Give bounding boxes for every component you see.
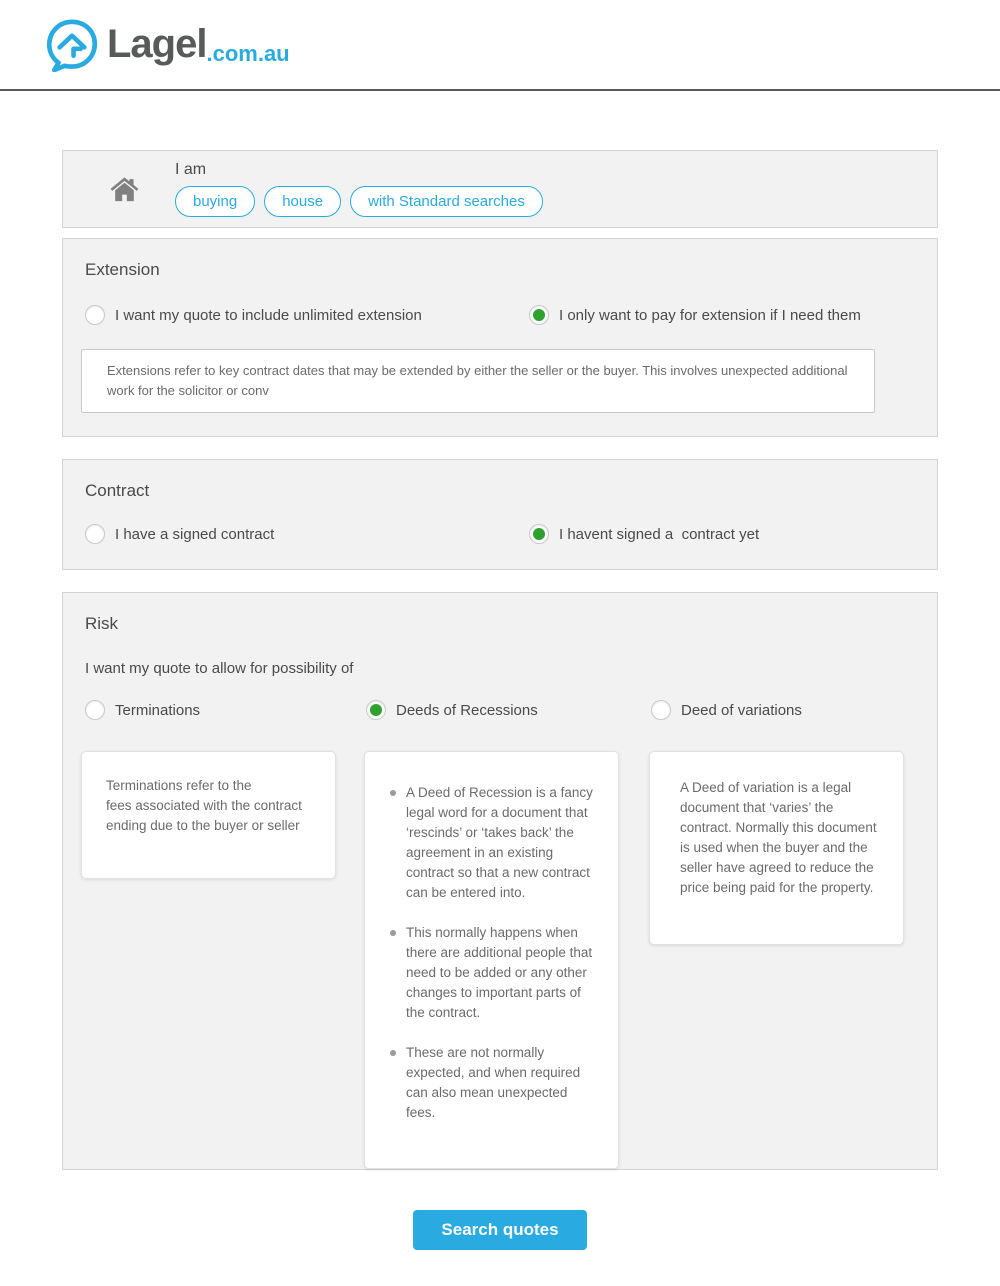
radio-icon (529, 524, 549, 544)
card-text-line: ending due to the buyer or seller (106, 818, 300, 833)
contract-title: Contract (85, 481, 150, 500)
radio-label: Terminations (115, 701, 201, 719)
extension-info-box (81, 349, 875, 413)
summary-panel (62, 150, 938, 228)
pill-buying[interactable]: buying (175, 186, 255, 217)
bullet-item: This normally happens when there are additional people that need to be added or any other changes to important parts of the contract. (390, 923, 600, 1023)
radio-icon (85, 524, 105, 544)
risk-subtitle: I want my quote to allow for possibility of (85, 660, 354, 677)
bullet-item: These are not normally expected, and when required can also mean unexpected fees. (390, 1043, 600, 1123)
pill-house[interactable]: house (264, 186, 341, 217)
risk-cards (81, 751, 915, 1169)
site-header (0, 0, 1000, 91)
radio-icon (529, 305, 549, 325)
card-text-line: fees associated with the contract (106, 798, 302, 813)
radio-label: I have a signed contract (115, 525, 275, 543)
deeds-bullet-list (390, 783, 600, 1123)
risk-panel (62, 592, 938, 1170)
variations-card-wrap (649, 751, 915, 1169)
contract-option-not-signed[interactable] (529, 524, 915, 544)
radio-icon (651, 700, 671, 720)
extension-options (85, 305, 915, 325)
contract-options (85, 524, 915, 544)
terminations-info-card (81, 751, 336, 879)
form-actions (62, 1210, 938, 1250)
radio-label: Deeds of Recessions (396, 701, 538, 719)
deeds-of-recessions-info-card (364, 751, 619, 1169)
risk-option-deeds-of-recessions[interactable] (366, 700, 651, 720)
bullet-item: A Deed of Recession is a fancy legal word for a document that ‘rescinds’ or ‘takes back’ the agreement in an existing contract so that a new contract can be entered into. (390, 783, 600, 903)
risk-option-terminations[interactable] (85, 700, 366, 720)
logo-tld: .com.au (206, 40, 290, 66)
summary-content (175, 161, 543, 217)
home-icon (109, 174, 140, 205)
extension-title: Extension (85, 260, 160, 279)
risk-options (85, 700, 915, 720)
radio-icon (85, 305, 105, 325)
extension-panel (62, 238, 938, 437)
logo-house-droplet-icon (45, 18, 99, 72)
radio-label: I only want to pay for extension if I need them (559, 306, 861, 324)
radio-icon (366, 700, 386, 720)
quote-form (0, 150, 1000, 1250)
radio-label: Deed of variations (681, 701, 802, 719)
logo-text: Lagel (107, 22, 207, 66)
extension-option-pay-if-needed[interactable] (529, 305, 915, 325)
deed-of-variations-info-card (649, 751, 904, 945)
contract-option-signed[interactable] (85, 524, 529, 544)
terminations-card-wrap (81, 751, 364, 1169)
contract-panel (62, 459, 938, 570)
radio-icon (85, 700, 105, 720)
extension-option-unlimited[interactable] (85, 305, 529, 325)
logo[interactable] (45, 18, 290, 72)
radio-label: I havent signed a contract yet (559, 525, 760, 543)
risk-option-deed-of-variations[interactable] (651, 700, 915, 720)
extension-info-text: Extensions refer to key contract dates that may be extended by either the seller or the buyer. This involves unexpected additional work for the solicitor or conv (107, 363, 848, 398)
card-text: A Deed of variation is a legal document that ‘varies’ the contract. Normally this document is used when the buyer and the seller have agreed to reduce the price being paid for the property. (680, 780, 877, 895)
card-text-line: Terminations refer to the (106, 778, 252, 793)
risk-title: Risk (85, 614, 119, 633)
iam-label: I am (175, 161, 207, 178)
deeds-card-wrap (364, 751, 649, 1169)
summary-pills (175, 186, 543, 217)
search-quotes-button[interactable]: Search quotes (413, 1210, 587, 1250)
pill-standard-searches[interactable]: with Standard searches (350, 186, 543, 217)
radio-label: I want my quote to include unlimited extension (115, 306, 422, 324)
